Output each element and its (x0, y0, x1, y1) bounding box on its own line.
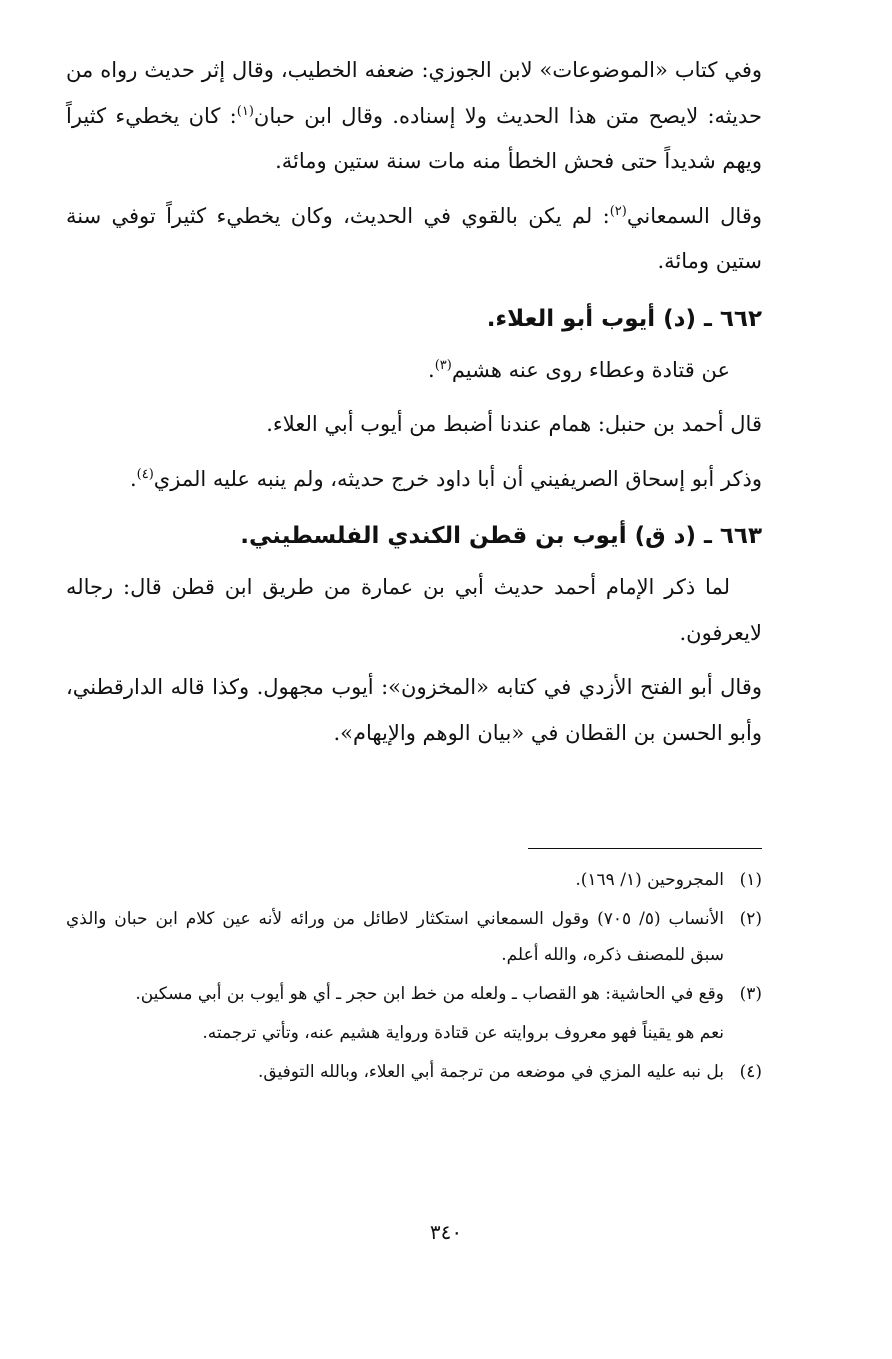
page-number: ٣٤٠ (429, 1220, 463, 1244)
footnote-number: (١) (739, 870, 762, 890)
entry-heading-663: ٦٦٣ ـ (د ق) أيوب بن قطن الكندي الفلسطيني. (240, 523, 762, 549)
footnote-text: بل نبه عليه المزي في موضعه من ترجمة أبي العلاء، وبالله التوفيق. (257, 1062, 724, 1082)
footnote-2 (66, 901, 762, 973)
main-text (66, 48, 762, 765)
paragraph-text: وذكر أبو إسحاق الصريفيني أن أبا داود خرج حديثه، ولم ينبه عليه المزي (153, 466, 762, 491)
paragraph-text: : كان يخطيء كثيراً ويهم شديداً حتى فحش الخطأ منه مات سنة ستين ومائة. (66, 103, 762, 173)
paragraph-sarifini (66, 457, 762, 503)
footnote-ref-2[interactable]: (٢) (609, 203, 627, 219)
paragraph-azdi: وقال أبو الفتح الأزدي في كتابه «المخزون»: أيوب مجهول. وكذا قاله الدارقطني، وأبو الحسن بن القطان في «بيان الوهم والإيهام». (66, 675, 762, 745)
paragraph-ahmad-ibn-hanbal: قال أحمد بن حنبل: همام عندنا أضبط من أيوب أبي العلاء. (266, 412, 762, 436)
footnotes-section (66, 862, 762, 1093)
footnote-ref-4[interactable]: (٤) (136, 466, 154, 482)
footnote-separator (528, 848, 762, 849)
footnote-3 (66, 976, 762, 1012)
paragraph-text: عن قتادة وعطاء روى عنه هشيم (451, 357, 730, 382)
paragraph-ibn-jawzi (66, 48, 762, 185)
paragraph-entry-662-narrators (66, 348, 762, 394)
paragraph-text: . (428, 357, 435, 382)
footnote-text: المجروحين (١/ ١٦٩). (575, 870, 724, 890)
entry-heading-662: ٦٦٢ ـ (د) أيوب أبو العلاء. (486, 305, 762, 332)
footnote-ref-3[interactable]: (٣) (434, 357, 452, 373)
paragraph-text: . (129, 466, 137, 491)
footnote-ref-1[interactable]: (١) (236, 103, 254, 119)
footnote-1 (66, 862, 762, 898)
footnote-3-continuation (66, 1015, 762, 1051)
paragraph-text: وفي كتاب «الموضوعات» لابن الجوزي: ضعفه الخطيب، وقال إثر حديث رواه من حديثه: لايصح متن هذا الحديث ولا إسناده. وقال ابن حبان (66, 58, 762, 128)
paragraph-text: : لم يكن بالقوي في الحديث، وكان يخطيء كثيراً توفي سنة ستين ومائة. (66, 203, 762, 273)
footnote-4 (66, 1054, 762, 1090)
footnote-text: وقع في الحاشية: هو القصاب ـ ولعله من خط ابن حجر ـ أي هو أيوب بن أبي مسكين. (135, 984, 724, 1004)
paragraph-text: وقال السمعاني (626, 203, 763, 228)
footnote-text: نعم هو يقيناً فهو معروف بروايته عن قتادة ورواية هشيم عنه، وتأتي ترجمته. (202, 1023, 724, 1043)
footnote-text: الأنساب (٥/ ٧٠٥) وقول السمعاني استكثار لاطائل من ورائه لأنه عين كلام ابن حبان والذي سبق للمصنف ذكره، والله أعلم. (66, 909, 724, 965)
paragraph-imam-ahmad: لما ذكر الإمام أحمد حديث أبي بن عمارة من طريق ابن قطن قال: رجاله لايعرفون. (66, 575, 762, 645)
footnote-number: (٣) (739, 984, 762, 1004)
footnote-number: (٤) (739, 1062, 762, 1082)
footnote-number: (٢) (739, 909, 762, 929)
paragraph-samani (66, 194, 762, 285)
